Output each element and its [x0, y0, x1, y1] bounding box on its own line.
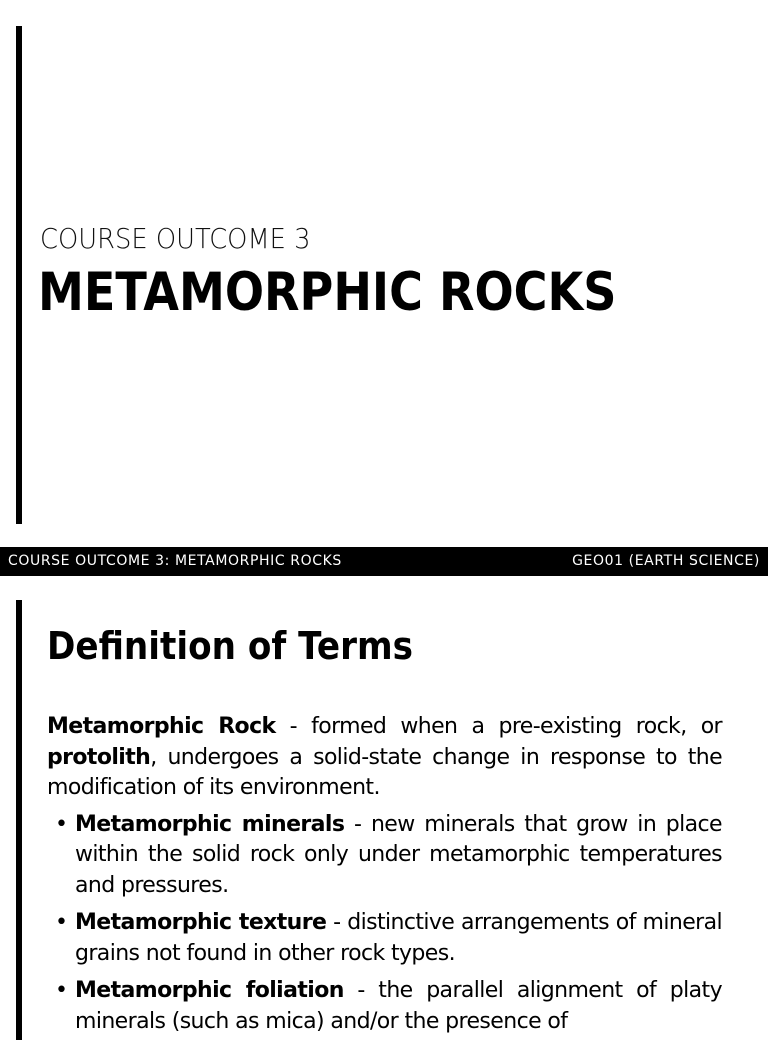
list-item — [47, 810, 722, 902]
footer-subject-label: GEO01 (EARTH SCIENCE) — [572, 553, 760, 569]
slide-body — [47, 712, 722, 1044]
slide-subtitle: COURSE OUTCOME 3 — [40, 222, 311, 255]
term-label: Metamorphic foliation — [75, 978, 344, 1003]
term-description: - the parallel alignment of platy minerals (such as mica) and/or the presence of — [75, 978, 722, 1034]
definition-slide — [0, 576, 768, 1034]
bullet-icon: • — [55, 811, 68, 837]
term-list — [47, 810, 722, 1038]
term-label: Metamorphic minerals — [75, 811, 345, 837]
footer-course-label: COURSE OUTCOME 3: METAMORPHIC ROCKS — [8, 553, 342, 569]
slide-title: METAMORPHIC ROCKS — [38, 262, 617, 323]
bullet-icon: • — [55, 910, 68, 935]
slide-footer — [0, 547, 768, 576]
list-item — [47, 908, 722, 969]
term-label: Metamorphic texture — [75, 910, 327, 935]
definition-paragraph — [47, 712, 722, 804]
accent-bar — [16, 26, 22, 524]
definition-text: - formed when a pre-existing rock, or — [275, 714, 722, 739]
definition-text: , undergoes a solid-state change in response to the modification of its environment. — [47, 744, 722, 800]
term-description: - distinctive arrangements of mineral grains not found in other rock types. — [75, 910, 722, 966]
term-protolith: protolith — [47, 744, 151, 770]
accent-bar — [16, 600, 22, 1040]
bullet-icon: • — [55, 978, 68, 1003]
list-item — [47, 976, 722, 1037]
term-metamorphic-rock: Metamorphic Rock — [47, 714, 276, 739]
slide-heading: Definition of Terms — [47, 624, 413, 668]
term-description: - new minerals that grow in place within the solid rock only under metamorphic temperatures and pressures. — [75, 811, 722, 898]
